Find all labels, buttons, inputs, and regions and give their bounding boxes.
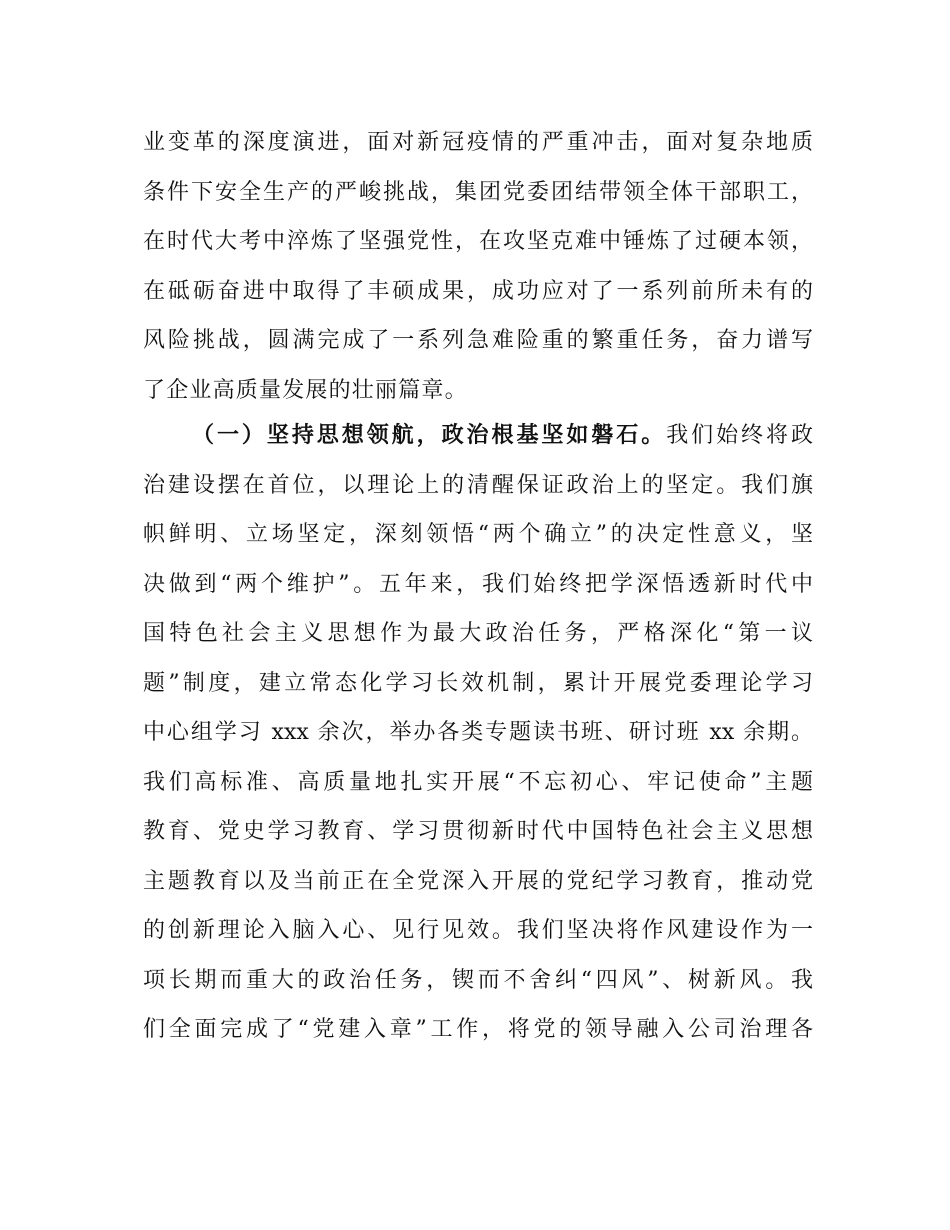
heading-line-rest: 我们始终将政 (666, 423, 813, 448)
paragraph-line: 中心组学习 xxx 余次，举办各类专题读书班、研讨班 xx 余期。 (143, 720, 813, 745)
paragraph-line: 风险挑战，圆满完成了一系列急难险重的繁重任务，奋力谱写 (143, 328, 813, 353)
paragraph-line: 项长期而重大的政治任务，锲而不舍纠“四风”、树新风。我 (143, 967, 813, 993)
paragraph-line: 了企业高质量发展的壮丽篇章。 (143, 377, 468, 403)
paragraph-line: 在时代大考中淬炼了坚强党性，在攻坚克难中锤炼了过硬本领， (143, 229, 813, 254)
section-heading: （一）坚持思想领航，政治根基坚如磐石。 (192, 423, 667, 448)
section-one-paragraph (143, 411, 813, 1055)
section-heading-line (143, 411, 813, 461)
paragraph-line: 的创新理论入脑入心、见行见效。我们坚决将作风建设作为一 (143, 918, 813, 943)
paragraph-line: 在砥砺奋进中取得了丰硕成果，成功应对了一系列前所未有的 (143, 278, 813, 304)
continued-paragraph (143, 118, 813, 415)
paragraph-line: 帜鲜明、立场坚定，深刻领悟“两个确立”的决定性意义，坚 (143, 522, 813, 547)
paragraph-line: 们全面完成了“党建入章”工作，将党的领导融入公司治理各 (143, 1017, 813, 1042)
paragraph-line: 主题教育以及当前正在全党深入开展的党纪学习教育，推动党 (143, 868, 813, 894)
paragraph-line: 治建设摆在首位，以理论上的清醒保证政治上的坚定。我们旗 (143, 472, 813, 498)
paragraph-line: 业变革的深度演进，面对新冠疫情的严重冲击，面对复杂地质 (143, 130, 813, 155)
paragraph-line: 我们高标准、高质量地扎实开展“不忘初心、牢记使命”主题 (143, 769, 813, 795)
paragraph-line: 教育、党史学习教育、学习贯彻新时代中国特色社会主义思想 (143, 819, 813, 844)
paragraph-line: 题”制度，建立常态化学习长效机制，累计开展党委理论学习 (143, 670, 813, 696)
paragraph-line: 国特色社会主义思想作为最大政治任务，严格深化“第一议 (143, 621, 813, 646)
paragraph-line: 条件下安全生产的严峻挑战，集团党委团结带领全体干部职工， (143, 179, 813, 205)
paragraph-line: 决做到“两个维护”。五年来，我们始终把学深悟透新时代中 (143, 571, 813, 597)
